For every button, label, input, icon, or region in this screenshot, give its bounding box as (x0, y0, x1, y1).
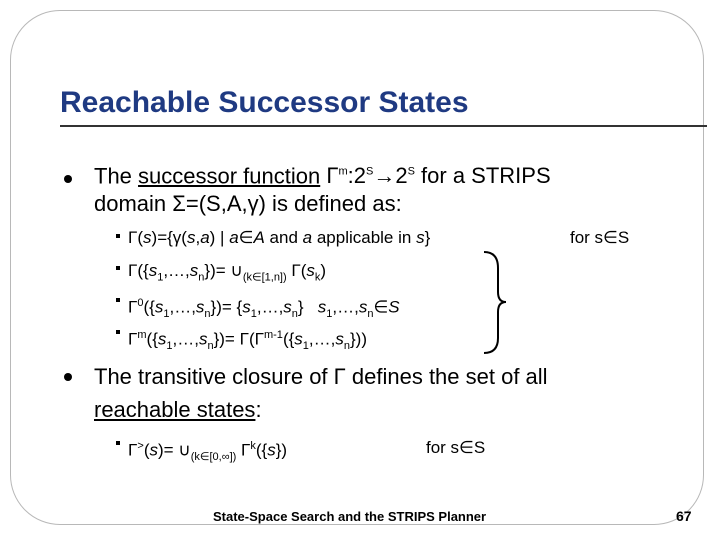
gamma-zero-def: $\Gamma^0(\{s_1,\dots,s_n\})=$ $\{s_1,\dots,s_n\}$ $s_1,\dots,s_n\in S$ (128, 297, 400, 321)
bullet1-post: $\Gamma^m:2^S\to 2^S$ for a STRIPS (320, 163, 551, 189)
sub-bullet-marker (116, 441, 120, 445)
bullet1-line1 (94, 157, 551, 191)
successor-def: Γ(s)={γ(s,a) | a∈A and a applicable in s} (128, 228, 431, 247)
footer: State-Space Search and the STRIPS Planner (213, 509, 487, 524)
sub-bullet-marker (116, 266, 120, 270)
bullet2-line2: reachable states: (94, 397, 262, 422)
closure-def: $\Gamma^>(s)= \cup_{(k\in[0,\infty])}$ $\Gamma^k(\{s\})$ (128, 440, 288, 464)
bullet1-line2: domain Σ=(S,A,γ) is defined as: (94, 191, 402, 216)
sub-bullet-marker (116, 330, 120, 334)
bullet1-pre: The (94, 163, 139, 189)
reachable-states-link[interactable]: reachable states (94, 397, 256, 422)
successor-def-note: for s∈S (570, 228, 630, 247)
right-brace (480, 250, 510, 355)
bullet2-line1: The transitive closure of Γ defines the set of all (94, 364, 548, 389)
title-rule (60, 125, 707, 127)
set-successor-def: $\Gamma(\{s_1,\dots,s_n\})=$ $\cup_{(k\in[1,n])}$ $\Gamma(s_k)$ (128, 261, 327, 284)
closure-def-note: for s∈S (426, 438, 486, 457)
sub-bullet-marker (116, 298, 120, 302)
successor-function-link[interactable]: successor function (138, 163, 321, 189)
sub-bullet-marker (116, 234, 120, 238)
bullet-dot (64, 175, 72, 183)
page-number: 67 (676, 508, 692, 524)
gamma-m-def: $\Gamma^m(\{s_1,\dots,s_n\})=$ $\Gamma(\Gamma^{m-1}(\{s_1,\dots,s_n\}))$ (128, 329, 367, 353)
bullet-dot (64, 373, 72, 381)
slide-title: Reachable Successor States (60, 86, 469, 119)
